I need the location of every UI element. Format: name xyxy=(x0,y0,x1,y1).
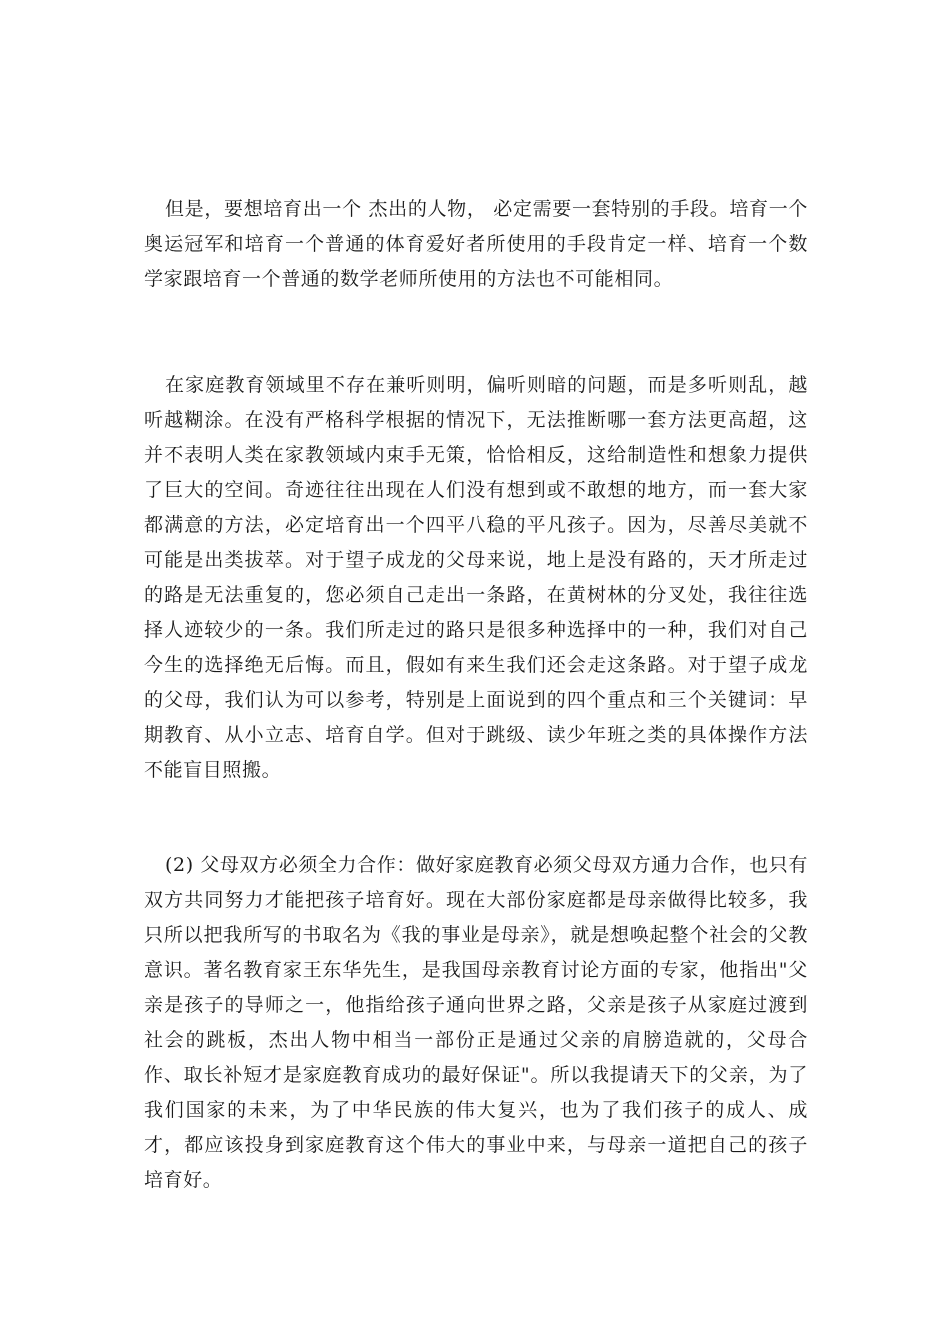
paragraph-family-education-field: 在家庭教育领域里不存在兼听则明，偏听则暗的问题，而是多听则乱，越听越糊涂。在没有严格科学根据的情况下，无法推断哪一套方法更高超，这并不表明人类在家教领域内束手无策，恰恰相反，这给制造性和想象力提供了巨大的空间。奇迹往往出现在人们没有想到或不敢想的地方，而一套大家都满意的方法，必定培育出一个四平八稳的平凡孩子。因为，尽善尽美就不可能是出类拔萃。对于望子成龙的父母来说，地上是没有路的，天才所走过的路是无法重复的，您必须自己走出一条路，在黄树林的分叉处，我往往选择人迹较少的一条。我们所走过的路只是很多种选择中的一种，我们对自己今生的选择绝无后悔。而且，假如有来生我们还会走这条路。对于望子成龙的父母，我们认为可以参考，特别是上面说到的四个重点和三个关键词：早期教育、从小立志、培育自学。但对于跳级、读少年班之类的具体操作方法不能盲目照搬。 xyxy=(144,374,808,781)
paragraph-talent-methods: 但是，要想培育出一个 杰出的人物， 必定需要一套特别的手段。培育一个奥运冠军和培育一个普通的体育爱好者所使用的手段肯定一样、培育一个数学家跟培育一个普通的数学老师所使用的方法也不可能相同。 xyxy=(144,198,808,290)
paragraph-parents-cooperation: (2) 父母双方必须全力合作：做好家庭教育必须父母双方通力合作，也只有双方共同努力才能把孩子培育好。现在大部份家庭都是母亲做得比较多，我只所以把我所写的书取名为《我的事业是母亲》，就是想唤起整个社会的父教意识。著名教育家王东华先生，是我国母亲教育讨论方面的专家，他指出"父亲是孩子的导师之一，他指给孩子通向世界之路，父亲是孩子从家庭过渡到社会的跳板，杰出人物中相当一部份正是通过父亲的肩膀造就的，父母合作、取长补短才是家庭教育成功的最好保证"。所以我提请天下的父亲，为了我们国家的未来，为了中华民族的伟大复兴，也为了我们孩子的成人、成才，都应该投身到家庭教育这个伟大的事业中来，与母亲一道把自己的孩子培育好。 xyxy=(144,854,808,1191)
